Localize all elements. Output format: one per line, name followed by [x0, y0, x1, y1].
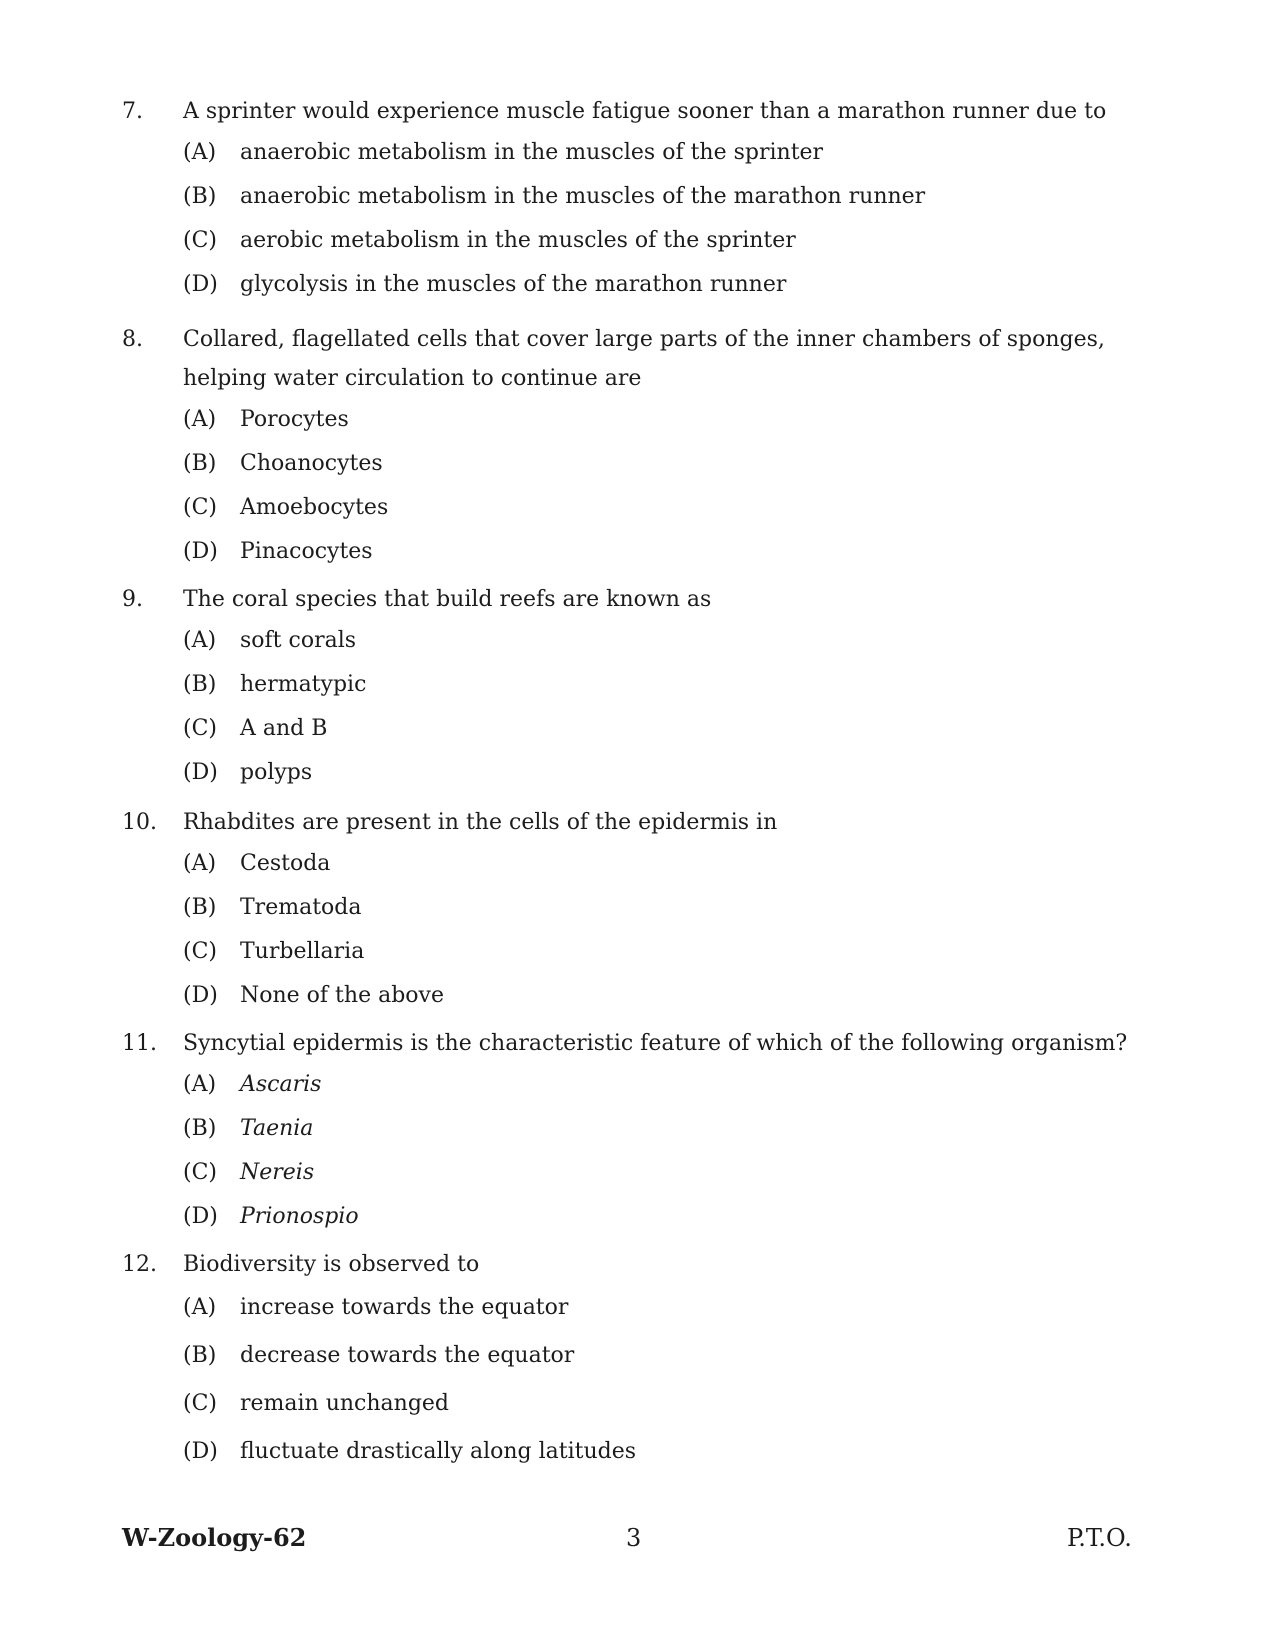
option-letter: (C) — [183, 228, 217, 253]
paper-code: W-Zoology-62 — [122, 1523, 307, 1552]
option-text: hermatypic — [240, 672, 367, 697]
option-text: Prionospio — [240, 1204, 359, 1229]
option-b — [183, 1107, 1162, 1151]
option-letter: (B) — [183, 1116, 217, 1141]
option-letter: (B) — [183, 184, 217, 209]
question-number: 7. — [122, 99, 143, 124]
option-c — [183, 1380, 1162, 1428]
option-text: Porocytes — [240, 407, 349, 432]
option-text: Ascaris — [240, 1072, 322, 1097]
option-letter: (A) — [183, 1295, 217, 1320]
option-text: polyps — [240, 760, 313, 785]
question-9 — [122, 580, 1162, 795]
question-8 — [122, 320, 1162, 574]
option-c — [183, 930, 1162, 974]
question-text: The coral species that build reefs are known as — [183, 587, 712, 612]
option-c — [183, 219, 1162, 263]
pto-label: P.T.O. — [1067, 1524, 1132, 1552]
question-7 — [122, 92, 1162, 307]
option-text: Pinacocytes — [240, 539, 373, 564]
option-letter: (D) — [183, 983, 218, 1008]
option-text: Cestoda — [240, 851, 331, 876]
question-number: 10. — [122, 810, 157, 835]
option-b — [183, 886, 1162, 930]
option-a — [183, 398, 1162, 442]
option-letter: (B) — [183, 451, 217, 476]
option-text: Amoebocytes — [240, 495, 389, 520]
question-number: 9. — [122, 587, 143, 612]
option-text: aerobic metabolism in the muscles of the sprinter — [240, 228, 796, 253]
option-text: fluctuate drastically along latitudes — [240, 1439, 637, 1464]
question-number: 12. — [122, 1252, 157, 1277]
option-text: increase towards the equator — [240, 1295, 569, 1320]
option-d — [183, 751, 1162, 795]
option-a — [183, 1063, 1162, 1107]
option-text: glycolysis in the muscles of the marathon runner — [240, 272, 787, 297]
option-text: soft corals — [240, 628, 357, 653]
option-c — [183, 1151, 1162, 1195]
option-b — [183, 1332, 1162, 1380]
option-letter: (C) — [183, 495, 217, 520]
question-text: Collared, flagellated cells that cover large parts of the inner chambers of sponges, helping water circulation to continue are — [183, 327, 1105, 391]
option-d — [183, 974, 1162, 1018]
option-text: Turbellaria — [240, 939, 365, 964]
option-letter: (C) — [183, 716, 217, 741]
option-d — [183, 263, 1162, 307]
option-letter: (A) — [183, 407, 217, 432]
question-text: Rhabdites are present in the cells of the epidermis in — [183, 810, 778, 835]
option-text: anaerobic metabolism in the muscles of the marathon runner — [240, 184, 926, 209]
option-letter: (B) — [183, 672, 217, 697]
option-letter: (B) — [183, 1343, 217, 1368]
question-number: 11. — [122, 1031, 157, 1056]
option-a — [183, 131, 1162, 175]
option-letter: (D) — [183, 272, 218, 297]
option-letter: (B) — [183, 895, 217, 920]
option-b — [183, 663, 1162, 707]
question-text: A sprinter would experience muscle fatigue sooner than a marathon runner due to — [183, 99, 1107, 124]
option-letter: (D) — [183, 760, 218, 785]
question-number: 8. — [122, 327, 143, 352]
option-c — [183, 486, 1162, 530]
question-12 — [122, 1245, 1162, 1476]
option-text: Taenia — [240, 1116, 314, 1141]
question-text: Biodiversity is observed to — [183, 1252, 480, 1277]
option-text: None of the above — [240, 983, 444, 1008]
option-text: Choanocytes — [240, 451, 383, 476]
page-number: 3 — [626, 1524, 642, 1552]
option-b — [183, 175, 1162, 219]
option-letter: (C) — [183, 939, 217, 964]
option-letter: (A) — [183, 1072, 217, 1097]
option-d — [183, 530, 1162, 574]
option-a — [183, 842, 1162, 886]
option-c — [183, 707, 1162, 751]
option-text: Nereis — [240, 1160, 315, 1185]
option-text: Trematoda — [240, 895, 362, 920]
question-11 — [122, 1024, 1162, 1239]
option-letter: (A) — [183, 628, 217, 653]
option-letter: (D) — [183, 1439, 218, 1464]
option-text: A and B — [240, 716, 328, 741]
option-text: decrease towards the equator — [240, 1343, 575, 1368]
option-b — [183, 442, 1162, 486]
option-a — [183, 619, 1162, 663]
option-letter: (D) — [183, 1204, 218, 1229]
option-text: anaerobic metabolism in the muscles of the sprinter — [240, 140, 824, 165]
option-text: remain unchanged — [240, 1391, 450, 1416]
option-letter: (A) — [183, 851, 217, 876]
question-10 — [122, 803, 1162, 1018]
question-text: Syncytial epidermis is the characteristic feature of which of the following organism? — [183, 1031, 1128, 1056]
option-letter: (C) — [183, 1391, 217, 1416]
option-d — [183, 1195, 1162, 1239]
option-a — [183, 1284, 1162, 1332]
option-letter: (D) — [183, 539, 218, 564]
option-letter: (C) — [183, 1160, 217, 1185]
option-letter: (A) — [183, 140, 217, 165]
option-d — [183, 1428, 1162, 1476]
